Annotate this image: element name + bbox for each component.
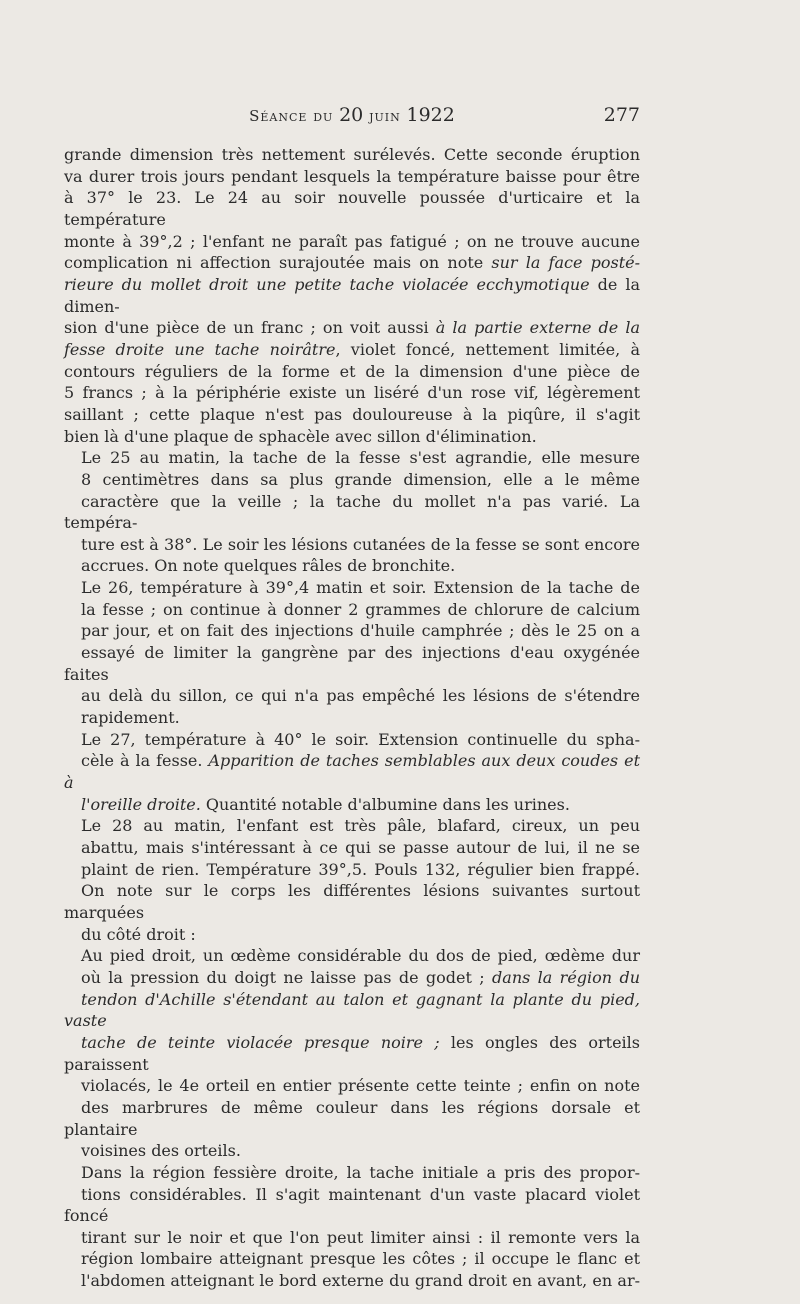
text-line: fesse droite une tache noirâtre, violet foncé, nettement limitée, à [64,339,641,359]
text-line: région lombaire atteignant presque les côtes ; il occupe le flanc et [81,1249,640,1269]
text-line: plaint de rien. Température 39°,5. Pouls 132, régulier bien frappé. [81,859,640,879]
italic-text: Apparition de taches semblables aux deux coudes et à [64,751,641,793]
running-head-day: 20 [339,104,364,126]
page-number: 277 [603,104,640,126]
body-text [64,144,640,1292]
text-line: ture est à 38°. Le soir les lésions cutanées de la fesse se sont encore [81,534,640,554]
italic-text: rieure du mollet droit une petite tache violacée ecchymotique [64,274,590,294]
italic-text: fesse droite une tache noirâtre [64,339,336,359]
text-line: grande dimension très nettement surélevés. Cette seconde éruption [64,145,640,164]
italic-text: sur la face posté- [491,253,640,273]
text-line: du côté droit : [81,924,196,944]
text-line: Au pied droit, un œdème considérable du dos de pied, œdème dur [81,946,640,966]
text-line: Le 28 au matin, l'enfant est très pâle, blafard, cireux, un peu [81,816,640,836]
text-line: monte à 39°,2 ; l'enfant ne paraît pas fatigué ; on ne trouve aucune [64,231,640,251]
text-line: au delà du sillon, ce qui n'a pas empêché les lésions de s'étendre [81,686,640,706]
page-header [64,104,640,132]
text-line: bien là d'une plaque de sphacèle avec sillon d'élimination. [64,426,537,446]
text-line [64,989,640,1032]
text-line: des marbrures de même couleur dans les régions dorsale et plantaire [64,1097,640,1139]
text-line: contours réguliers de la forme et de la dimension d'une pièce de [64,361,640,381]
text-line: voisines des orteils. [81,1141,241,1161]
paragraph [64,729,640,816]
text-line: où la pression du doigt ne laisse pas de godet ; dans la région du [81,967,640,987]
text-line: cèle à la fesse. Apparition de taches semblables aux deux coudes et à [64,751,641,793]
text-line: tirant sur le noir et que l'on peut limiter ainsi : il remonte vers la [81,1227,640,1247]
text-line: tache de teinte violacée presque noire ; les ongles des orteils paraissent [64,1032,640,1074]
text-line: abattu, mais s'intéressant à ce qui se passe autour de lui, il ne se [81,838,640,857]
paragraph [64,577,640,729]
italic-text: l'oreille droite. [81,794,201,814]
text-line: On note sur le corps les différentes lésions suivantes surtout marquées [64,881,640,922]
text-line: rapidement. [81,708,180,728]
text-line: rieure du mollet droit une petite tache violacée ecchymotique de la dimen- [64,274,640,316]
text-line: complication ni affection surajoutée mais on note sur la face posté- [64,253,640,273]
text-line: 8 centimètres dans sa plus grande dimension, elle a le même [81,469,640,489]
text-line: essayé de limiter la gangrène par des injections d'eau oxygénée faites [64,643,640,684]
text-line: sion d'une pièce de un franc ; on voit aussi à la partie externe de la [64,318,641,338]
paragraph [64,815,640,945]
text-line: Le 25 au matin, la tache de la fesse s'est agrandie, elle mesure [81,448,640,468]
text-line: la fesse ; on continue à donner 2 grammes de chlorure de calcium [81,599,640,619]
text-line: tions considérables. Il s'agit maintenant d'un vaste placard violet foncé [64,1184,640,1226]
text-line: va durer trois jours pendant lesquels la température baisse pour être [64,166,640,186]
text-line: l'abdomen atteignant le bord externe du grand droit en avant, en ar- [81,1271,640,1291]
italic-text: à la partie externe de la [435,318,641,338]
paragraph [64,1162,640,1292]
running-head-year: 1922 [406,104,455,126]
italic-text: tendon d'Achille s'étendant au talon et gagnant la plante du pied, vaste [64,989,640,1031]
paragraph [64,945,640,1162]
text-line: l'oreille droite. Quantité notable d'albumine dans les urines. [81,794,570,814]
running-head-word2: juin [369,107,401,125]
text-line: par jour, et on fait des injections d'huile camphrée ; dès le 25 on a [81,621,640,641]
text-line: Dans la région fessière droite, la tache initiale a pris des propor- [81,1162,640,1182]
text-line: Le 27, température à 40° le soir. Extension continuelle du spha- [81,729,640,749]
text-line: caractère que la veille ; la tache du mollet n'a pas varié. La tempéra- [64,491,640,533]
running-head-word1: Séance du [249,107,334,125]
text-line: accrues. On note quelques râles de bronchite. [81,556,456,576]
text-line: 5 francs ; à la périphérie existe un liséré d'un rose vif, légèrement [64,383,640,403]
italic-text: tache de teinte violacée presque noire ; [81,1032,440,1052]
text-line: violacés, le 4e orteil en entier présente cette teinte ; enfin on note [81,1076,640,1096]
text-line: Le 26, température à 39°,4 matin et soir. Extension de la tache de [81,578,640,598]
text-line: saillant ; cette plaque n'est pas douloureuse à la piqûre, il s'agit [64,404,640,424]
text-line: à 37° le 23. Le 24 au soir nouvelle poussée d'urticaire et la température [64,188,640,229]
paragraph [64,144,640,447]
italic-text: dans la région du [492,967,640,987]
paragraph [64,447,640,577]
running-head [64,104,640,126]
